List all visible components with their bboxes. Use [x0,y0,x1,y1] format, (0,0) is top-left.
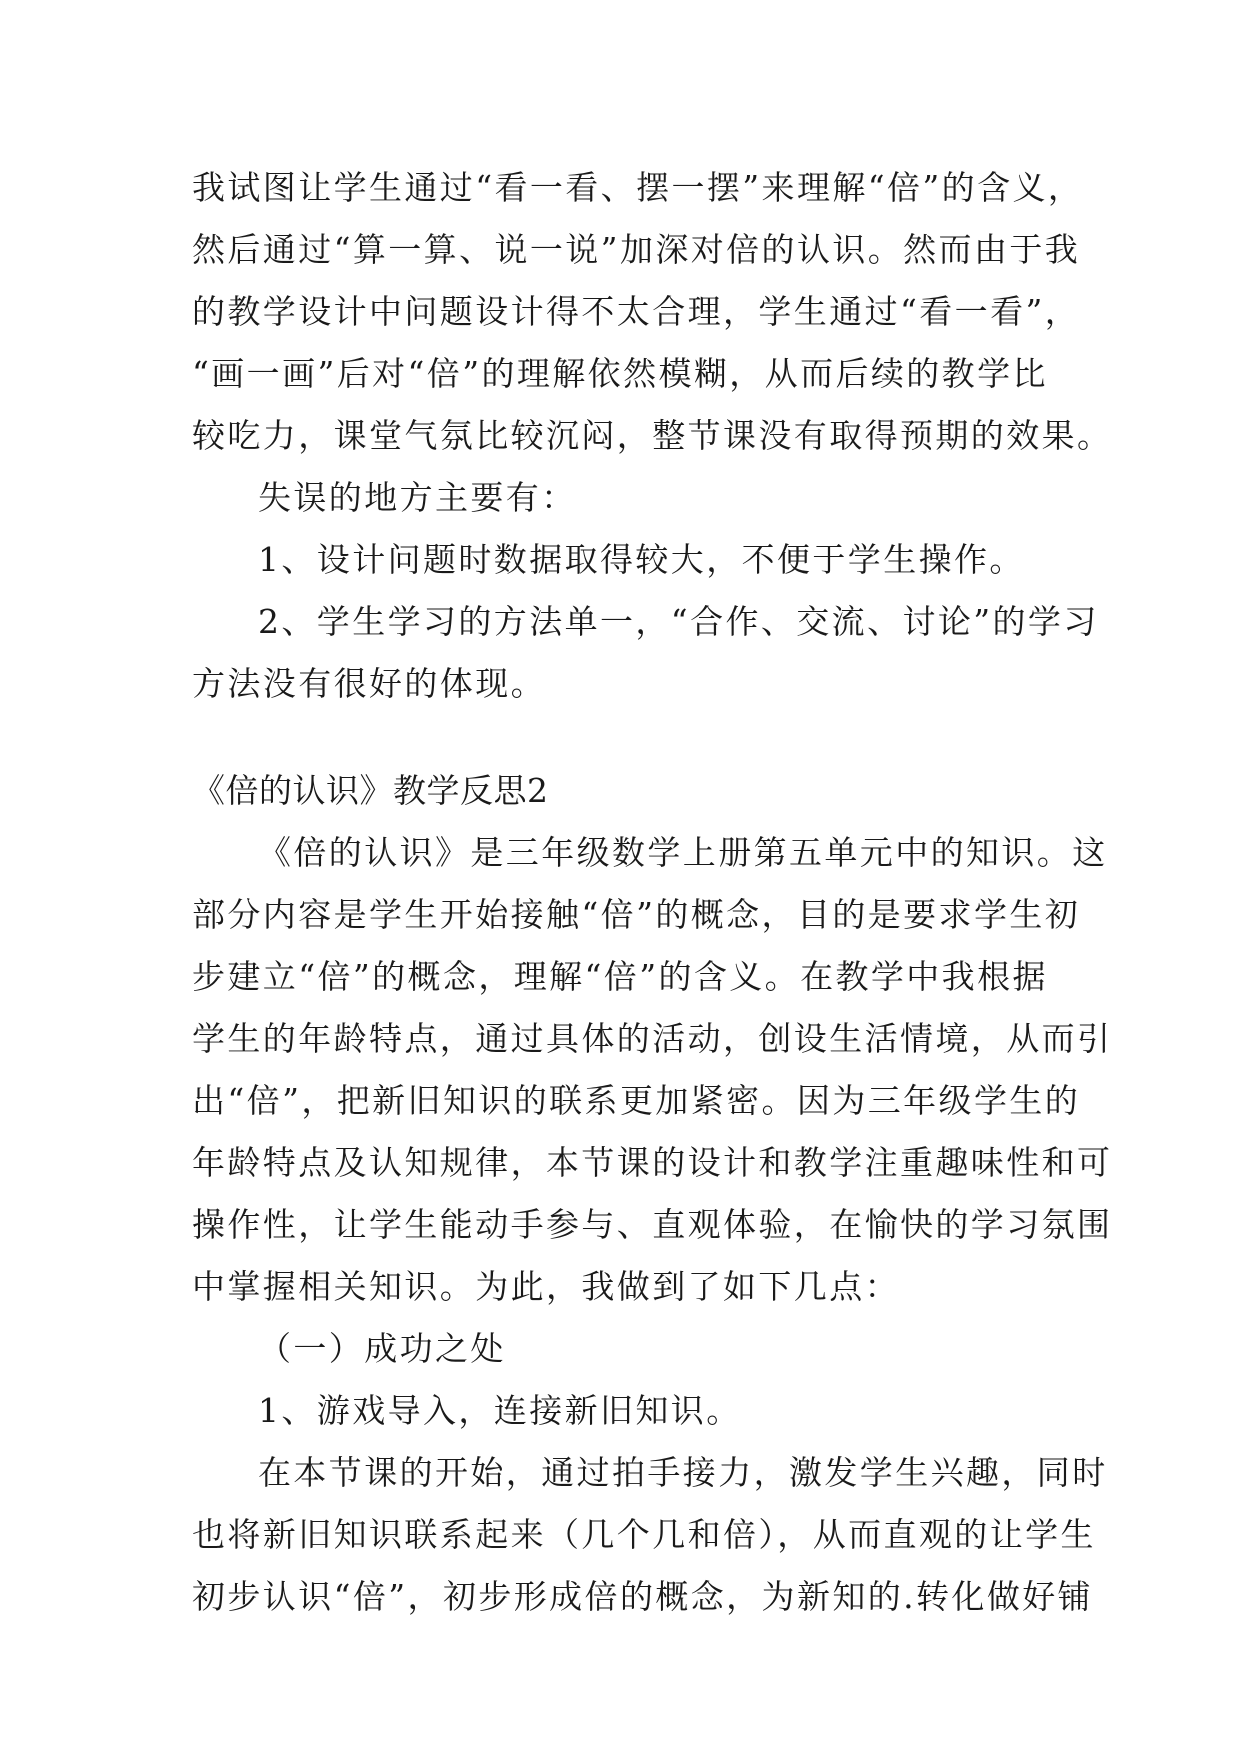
section-spacer [192,715,1052,760]
text-line: 部分内容是学生开始接触“倍”的概念，目的是要求学生初 [192,895,1081,934]
text-line: 2、学生学习的方法单一，“合作、交流、讨论”的学习 [258,602,1099,641]
section-title: 《倍的认识》教学反思2 [192,771,549,810]
text-line: 《倍的认识》是三年级数学上册第五单元中的知识。这 [258,833,1108,872]
text-line: 较吃力，课堂气氛比较沉闷，整节课没有取得预期的效果。 [192,416,1113,455]
text-line: 出“倍”，把新旧知识的联系更加紧密。因为三年级学生的 [192,1081,1081,1120]
text-line: 步建立“倍”的概念，理解“倍”的含义。在教学中我根据 [192,957,1048,996]
document-body [192,157,1113,1628]
text-line: 初步认识“倍”，初步形成倍的概念，为新知的.转化做好铺 [192,1577,1094,1616]
mistakes-intro: 失误的地方主要有： [258,478,577,517]
paragraph-3 [192,1442,1108,1628]
text-line: 然后通过“算一算、说一说”加深对倍的认识。然而由于我 [192,230,1081,269]
text-line: 的教学设计中问题设计得不太合理，学生通过“看一看”， [192,292,1081,331]
text-line: 操作性，让学生能动手参与、直观体验，在愉快的学习氛围 [192,1205,1113,1244]
text-line: 我试图让学生通过“看一看、摆一摆”来理解“倍”的含义， [192,168,1084,207]
text-line: 也将新旧知识联系起来（几个几和倍），从而直观的让学生 [192,1515,1096,1554]
text-line: 在本节课的开始，通过拍手接力，激发学生兴趣，同时 [258,1453,1108,1492]
paragraph-2 [192,822,1113,1318]
text-line: 方法没有很好的体现。 [192,664,546,703]
point-item-1: 1、游戏导入，连接新旧知识。 [258,1391,742,1430]
mistake-item-2 [192,591,1099,715]
text-line: 年龄特点及认知规律，本节课的设计和教学注重趣味性和可 [192,1143,1113,1182]
paragraph-1 [192,157,1113,467]
text-line: “画一画”后对“倍”的理解依然模糊，从而后续的教学比 [192,354,1048,393]
subheading-success: （一）成功之处 [258,1329,506,1368]
text-line: 中掌握相关知识。为此，我做到了如下几点： [192,1267,900,1306]
text-line: 学生的年龄特点，通过具体的活动，创设生活情境，从而引 [192,1019,1113,1058]
mistake-item-1: 1、设计问题时数据取得较大，不便于学生操作。 [258,540,1025,579]
